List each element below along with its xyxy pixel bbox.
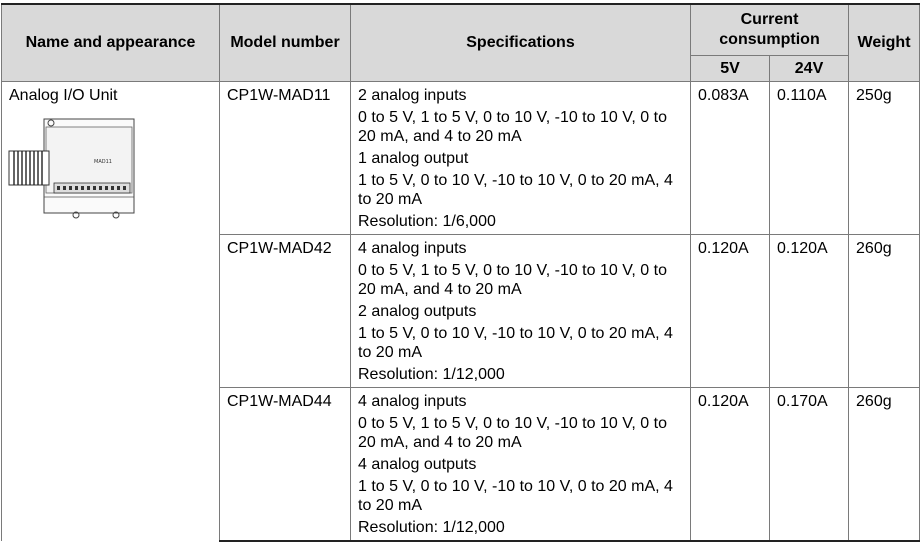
table-row <box>2 82 920 235</box>
spec-line: 0 to 5 V, 1 to 5 V, 0 to 10 V, -10 to 10 V, 0 to 20 mA, and 4 to 20 mA <box>358 109 667 145</box>
spec-line: 4 analog inputs <box>358 240 467 257</box>
spec-cell <box>351 82 691 235</box>
device-label: MAD11 <box>94 159 112 165</box>
weight-value: 260g <box>856 393 892 410</box>
model-cell <box>220 388 351 541</box>
unit-name: Analog I/O Unit <box>9 87 118 104</box>
spec-line: Resolution: 1/6,000 <box>358 213 496 230</box>
header-weight: Weight <box>849 4 920 82</box>
model-number: CP1W-MAD44 <box>227 393 332 410</box>
header-spec: Specifications <box>351 4 691 82</box>
current-5v-cell <box>691 235 770 388</box>
current-24v: 0.110A <box>777 87 827 104</box>
spec-line: 1 to 5 V, 0 to 10 V, -10 to 10 V, 0 to 20 mA, 4 to 20 mA <box>358 172 673 208</box>
spec-line: 1 analog output <box>358 150 469 167</box>
header-5v: 5V <box>691 56 770 82</box>
weight-cell <box>849 235 920 388</box>
spec-line: 2 analog inputs <box>358 87 467 104</box>
header-current: Current consumption <box>691 4 849 56</box>
spec-line: Resolution: 1/12,000 <box>358 366 505 383</box>
spec-line: 0 to 5 V, 1 to 5 V, 0 to 10 V, -10 to 10 V, 0 to 20 mA, and 4 to 20 mA <box>358 415 667 451</box>
model-cell <box>220 235 351 388</box>
weight-value: 260g <box>856 240 892 257</box>
current-5v: 0.083A <box>698 87 749 104</box>
current-24v-cell <box>770 388 849 541</box>
spec-line: 4 analog outputs <box>358 456 477 473</box>
spec-cell <box>351 235 691 388</box>
current-24v-cell <box>770 235 849 388</box>
weight-cell <box>849 82 920 235</box>
current-24v: 0.120A <box>777 240 828 257</box>
current-5v-cell <box>691 82 770 235</box>
header-name: Name and appearance <box>2 4 220 82</box>
spec-line: 2 analog outputs <box>358 303 477 320</box>
spec-line: 1 to 5 V, 0 to 10 V, -10 to 10 V, 0 to 20 mA, 4 to 20 mA <box>358 478 673 514</box>
spec-cell <box>351 388 691 541</box>
spec-table <box>1 3 920 542</box>
spec-line: 4 analog inputs <box>358 393 467 410</box>
weight-cell <box>849 388 920 541</box>
model-cell <box>220 82 351 235</box>
spec-line: 1 to 5 V, 0 to 10 V, -10 to 10 V, 0 to 20 mA, 4 to 20 mA <box>358 325 673 361</box>
spec-line: 0 to 5 V, 1 to 5 V, 0 to 10 V, -10 to 10 V, 0 to 20 mA, and 4 to 20 mA <box>358 262 667 298</box>
weight-value: 250g <box>856 87 892 104</box>
name-cell <box>2 82 220 541</box>
current-5v-cell <box>691 388 770 541</box>
header-24v: 24V <box>770 56 849 82</box>
analog-io-unit-image <box>6 115 136 223</box>
header-model: Model number <box>220 4 351 82</box>
current-24v: 0.170A <box>777 393 828 410</box>
model-number: CP1W-MAD42 <box>227 240 332 257</box>
model-number: CP1W-MAD11 <box>227 87 331 104</box>
current-24v-cell <box>770 82 849 235</box>
spec-line: Resolution: 1/12,000 <box>358 519 505 536</box>
current-5v: 0.120A <box>698 240 749 257</box>
current-5v: 0.120A <box>698 393 749 410</box>
